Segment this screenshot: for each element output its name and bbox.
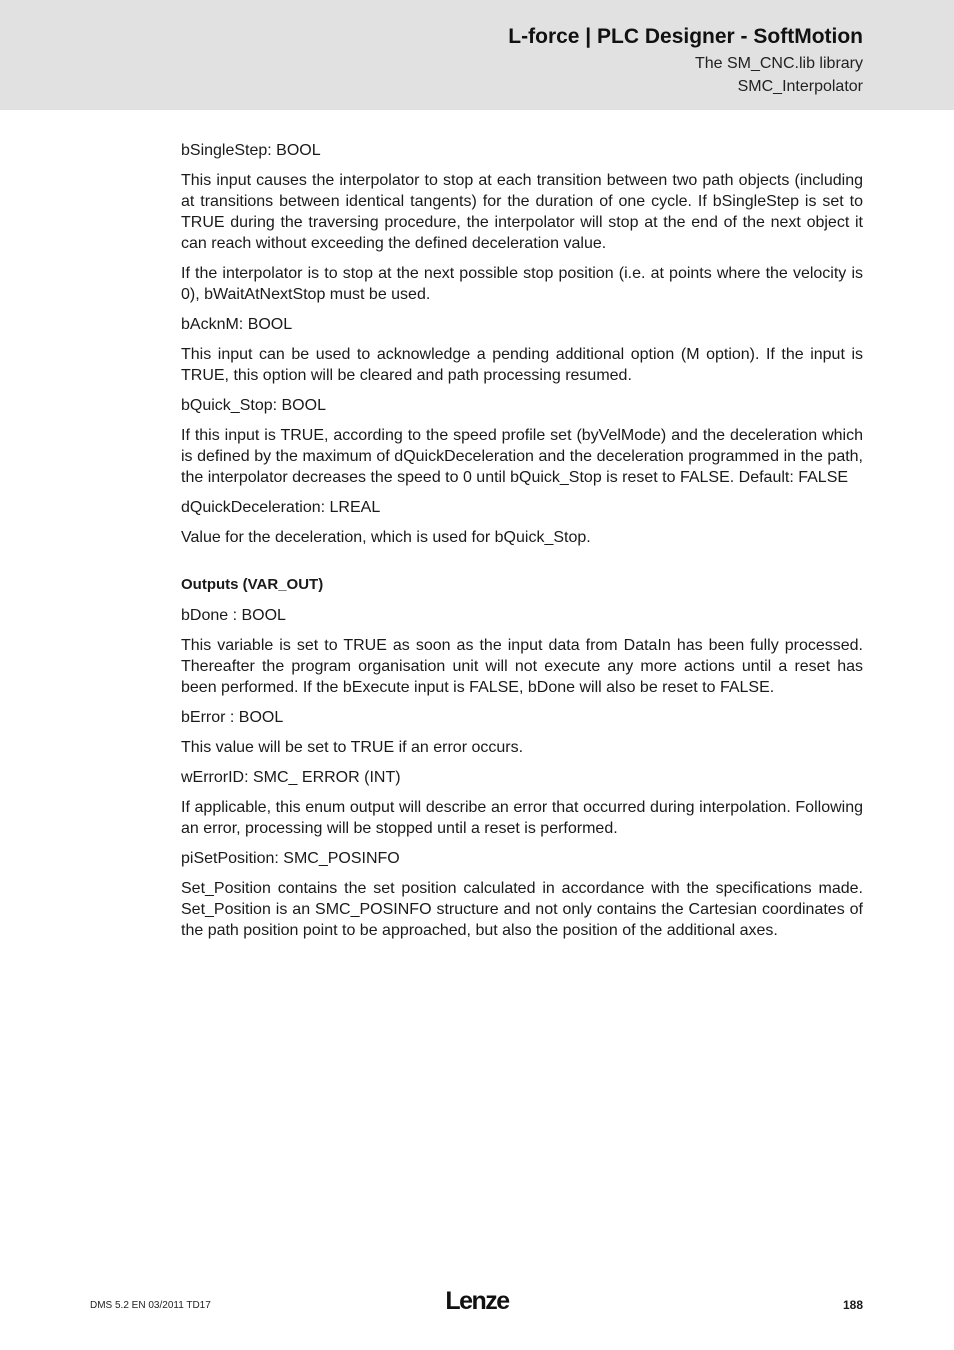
outputs-heading: Outputs (VAR_OUT) (181, 576, 324, 593)
berror-label: bError : BOOL (181, 709, 284, 726)
werrorid-description: If applicable, this enum output will describe an error that occurred during interpolation. Following an error, processing will be stopped until a reset is performed. (181, 799, 863, 837)
bquickstop-description: If this input is TRUE, according to the speed profile set (byVelMode) and the deceleration which is defined by the maximum of dQuickDeceleration and the deceleration programmed in the path, the interpolator decreases the speed to 0 until bQuick_Stop is reset to FALSE. Default: FALSE (181, 427, 863, 486)
header-subtitle-library: The SM_CNC.lib library (694, 55, 863, 72)
dquickdeceleration-label: dQuickDeceleration: LREAL (181, 499, 381, 516)
bquickstop-label: bQuick_Stop: BOOL (181, 397, 326, 414)
footer-doc-id: DMS 5.2 EN 03/2011 TD17 (90, 1300, 211, 1311)
bsinglestep-description: This input causes the interpolator to stop at each transition between two path objects (including at transitions between identical tangents) for the duration of one cycle. If bSingleStep is set to TRUE during the traversing procedure, the interpolator will stop at the end of the next object it can reach without exceeding the defined deceleration value. (181, 172, 863, 252)
pisetposition-label: piSetPosition: SMC_POSINFO (181, 850, 400, 867)
lenze-logo-text: Lenze (445, 1287, 509, 1315)
page-number: 188 (842, 1298, 863, 1312)
backnm-label: bAcknM: BOOL (181, 316, 293, 333)
bdone-description: This variable is set to TRUE as soon as the input data from DataIn has been fully processed. Thereafter the program organisation unit will not execute any more actions until a reset has been performed. If the bExecute input is FALSE, bDone will also be reset to FALSE. (181, 637, 863, 696)
lenze-logo (437, 1287, 517, 1315)
bsinglestep-label: bSingleStep: BOOL (181, 142, 321, 159)
dquickdeceleration-description: Value for the deceleration, which is used for bQuick_Stop. (181, 529, 591, 546)
main-content (181, 140, 863, 950)
bsinglestep-note: If the interpolator is to stop at the next possible stop position (i.e. at points where the velocity is 0), bWaitAtNextStop must be used. (181, 265, 863, 303)
bdone-label: bDone : BOOL (181, 607, 286, 624)
header-subtitle-section: SMC_Interpolator (737, 78, 863, 95)
werrorid-label: wErrorID: SMC_ ERROR (INT) (181, 769, 401, 786)
berror-description: This value will be set to TRUE if an error occurs. (181, 739, 524, 756)
pisetposition-description: Set_Position contains the set position calculated in accordance with the specifications made. Set_Position is an SMC_POSINFO structure and not only contains the Cartesian coordinates of the path position point to be approached, but also the position of the additional axes. (181, 880, 863, 939)
header-title: L-force | PLC Designer - SoftMotion (508, 25, 863, 48)
backnm-description: This input can be used to acknowledge a pending additional option (M option). If the input is TRUE, this option will be cleared and path processing resumed. (181, 346, 863, 384)
page-header (0, 0, 954, 110)
